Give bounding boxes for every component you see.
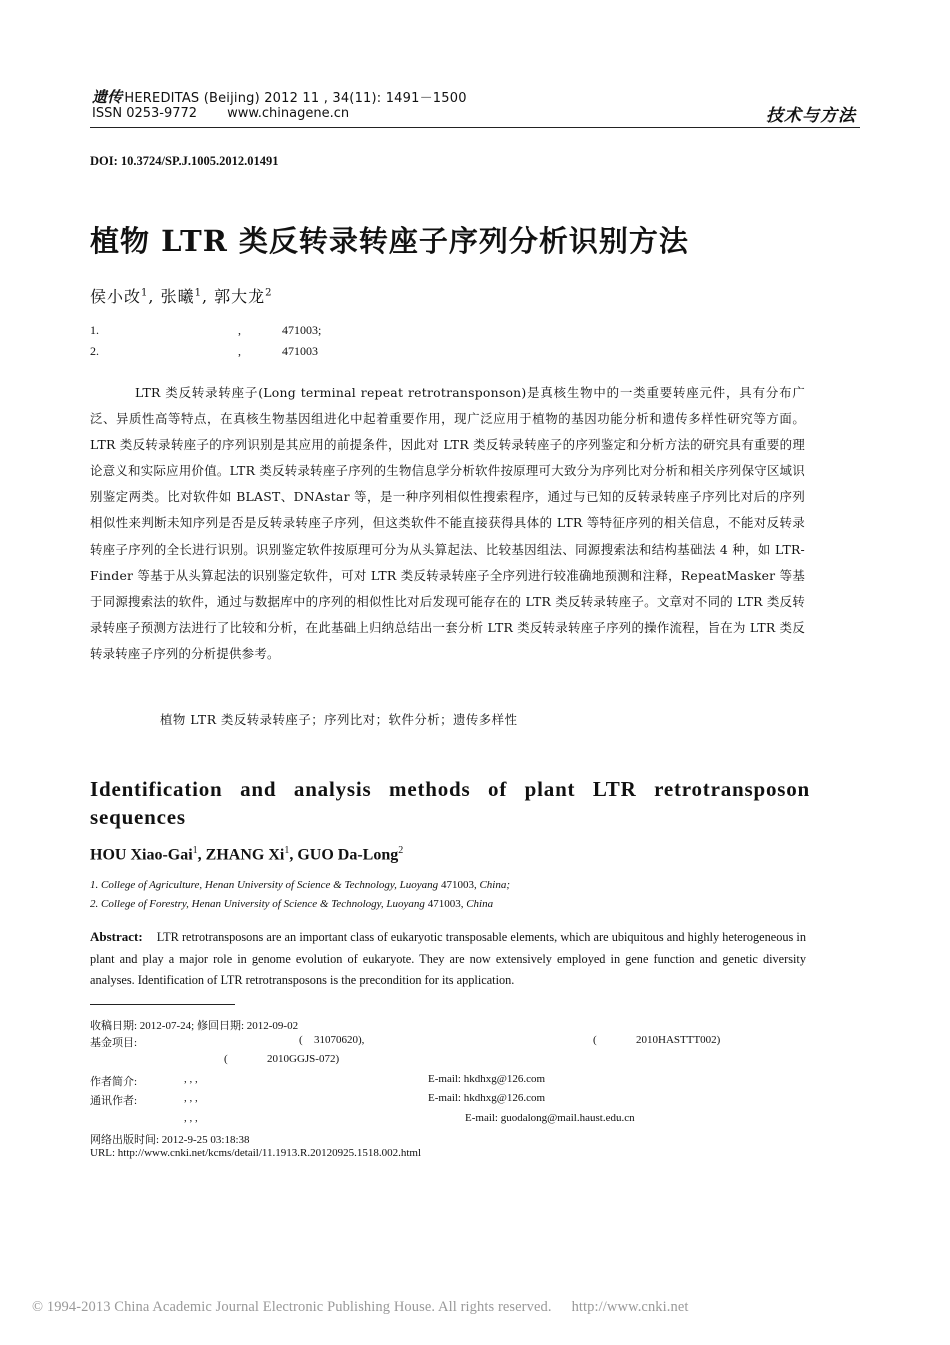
author-affiliation-marker: 2 (265, 287, 273, 299)
affiliation-cn (90, 323, 321, 338)
affiliation-text: 2. College of Forestry, Henan University of Science & Technology, Luoyang (90, 898, 425, 910)
section-label: 技术与方法 (766, 106, 856, 126)
author-separator: , (148, 287, 161, 306)
online-publish-time: 网络出版时间: 2012-9-25 03:18:38 (90, 1134, 250, 1146)
authors-en (90, 845, 403, 864)
author-separator: , (289, 846, 298, 864)
abstract-en (90, 926, 806, 992)
author-affiliation-marker: 1 (192, 845, 198, 856)
funding-paren: ( (593, 1034, 597, 1046)
received-date: 收稿日期: 2012-07-24; 修回日期: 2012-09-02 (90, 1020, 299, 1032)
author-bio-separators: , , , (184, 1073, 198, 1085)
author-affiliation-marker: 2 (398, 845, 404, 856)
country: China (466, 898, 494, 910)
affiliation-number: 2. (90, 344, 99, 358)
postal-code: 471003 (282, 344, 318, 358)
funding-number: 2010HASTTT002) (636, 1034, 721, 1046)
abstract-cn: LTR 类反转录转座子(Long terminal repeat retrotransponson)是真核生物中的一类重要转座元件，具有分布广泛、异质性高等特点，在真核生物基因组进化中起着重要作用，现广泛应用于植物的基因功能分析和遗传多样性研究等方面。LTR 类反转录转座子的序列识别是其应用的前提条件，因此对 LTR 类反转录转座子的序列鉴定和分析方法的研究具有重要的理论意义和实际应用价值。LTR 类反转录转座子序列的生物信息学分析软件按原理可大致分为序列比对分析和相关序列保守区域识别鉴定两类。比对软件如 BLAST、DNAstar 等，是一种序列相似性搜索程序，通过与已知的反转录转座子序列比对后的序列相似性来判断未知序列是否是反转录转座子序列，但这类软件不能直接获得具体的 LTR 等特征序列的相关信息，不能对反转录转座子序列的全长进行识别。识别鉴定软件按原理可分为从头算起法、比较基因组法、同源搜索法和结构基础法 4 种，如 LTR-Finder 等基于从头算起法的识别鉴定软件，可对 LTR 类反转录转座子全序列进行较准确地预测和注释，RepeatMasker 等基于同源搜索法的软件，通过与数据库中的序列的相似性比对后发现可能存在的 LTR 类反转录转座子。文章对不同的 LTR 类反转录转座子预测方法进行了比较和分析，在此基础上归纳总结出一套分析 LTR 类反转录转座子序列的操作流程，旨在为 LTR 类反转录转座子序列的分析提供参考。 (90, 385, 805, 661)
author-affiliation-marker: 1 (194, 287, 202, 299)
title-en: Identification and analysis methods of plant LTR retrotransposon sequences (90, 777, 810, 829)
journal-header (92, 86, 467, 107)
author-name: 张曦 (160, 287, 195, 306)
corresponding-email: E-mail: guodalong@mail.haust.edu.cn (465, 1112, 635, 1124)
affiliation-comma: , (238, 344, 241, 358)
copyright-text: © 1994-2013 China Academic Journal Electronic Publishing House. All rights reserved. (32, 1299, 552, 1315)
header-divider (90, 127, 860, 128)
journal-issn-line (92, 106, 349, 121)
author-name: 郭大龙 (214, 287, 266, 306)
funding-line (90, 1034, 850, 1050)
author-name: GUO Da-Long (297, 846, 399, 864)
corresponding-separators: , , , (184, 1092, 198, 1104)
journal-website: www.chinagene.cn (227, 106, 350, 121)
copyright-url: http://www.cnki.net (571, 1299, 689, 1315)
country: China; (479, 879, 510, 891)
doi: DOI: 10.3724/SP.J.1005.2012.01491 (90, 154, 279, 168)
funding-paren: ( (299, 1034, 303, 1046)
corresponding-author (90, 1112, 850, 1128)
postal-code: 471003, (424, 898, 467, 910)
author-separator: , (201, 287, 215, 306)
issn: ISSN 0253-9772 (92, 106, 198, 121)
funding-number: 2010GGJS-072) (267, 1053, 340, 1065)
authors-cn (90, 284, 273, 307)
author-name: 侯小改 (90, 287, 142, 306)
author-bio-label: 作者简介: (90, 1076, 138, 1088)
affiliation-en (90, 879, 510, 891)
author-bio (90, 1073, 850, 1089)
keywords-cn: 植物 LTR 类反转录转座子；序列比对；软件分析；遗传多样性 (160, 712, 518, 727)
corresponding-label: 通讯作者: (90, 1095, 138, 1107)
author-email: E-mail: hkdhxg@126.com (428, 1073, 546, 1085)
footnote-divider (90, 1004, 235, 1005)
postal-code: 471003; (282, 323, 322, 337)
funding-line (90, 1053, 850, 1069)
abstract-label: Abstract: (90, 929, 143, 944)
author-separator: , (197, 846, 206, 864)
title-cn: 植物 LTR 类反转录转座子序列分析识别方法 (90, 224, 689, 258)
funding-label: 基金项目: (90, 1037, 138, 1049)
funding-paren: ( (224, 1053, 228, 1065)
article-url: URL: http://www.cnki.net/kcms/detail/11.1913.R.20120925.1518.002.html (90, 1147, 421, 1159)
author-name: HOU Xiao-Gai (90, 846, 193, 864)
corresponding-author (90, 1092, 850, 1108)
author-affiliation-marker: 1 (141, 287, 149, 299)
corresponding-separators: , , , (184, 1112, 198, 1124)
author-affiliation-marker: 1 (284, 845, 290, 856)
postal-code: 471003, (438, 879, 480, 891)
journal-citation: HEREDITAS (Beijing) 2012 11 , 34(11): 1491－1500 (124, 91, 467, 106)
journal-name-cn: 遗传 (92, 90, 123, 106)
author-name: ZHANG Xi (205, 846, 285, 864)
affiliation-cn (90, 344, 318, 359)
copyright-footer (32, 1299, 689, 1316)
affiliation-text: 1. College of Agriculture, Henan University of Science & Technology, Luoyang (90, 879, 439, 891)
corresponding-email: E-mail: hkdhxg@126.com (428, 1092, 546, 1104)
funding-number: 31070620), (314, 1034, 365, 1046)
abstract-text: LTR retrotransposons are an important class of eukaryotic transposable elements, which are ubiquitous and highly heterogeneous in plant and play a major role in genome evolution of eukaryote. They are now extensively employed in gene function and genetic diversity analyses. Identification of LTR retrotransposons is the precondition for its application. (90, 930, 806, 987)
affiliation-comma: , (238, 323, 241, 337)
affiliation-en (90, 898, 493, 910)
affiliation-number: 1. (90, 323, 99, 337)
